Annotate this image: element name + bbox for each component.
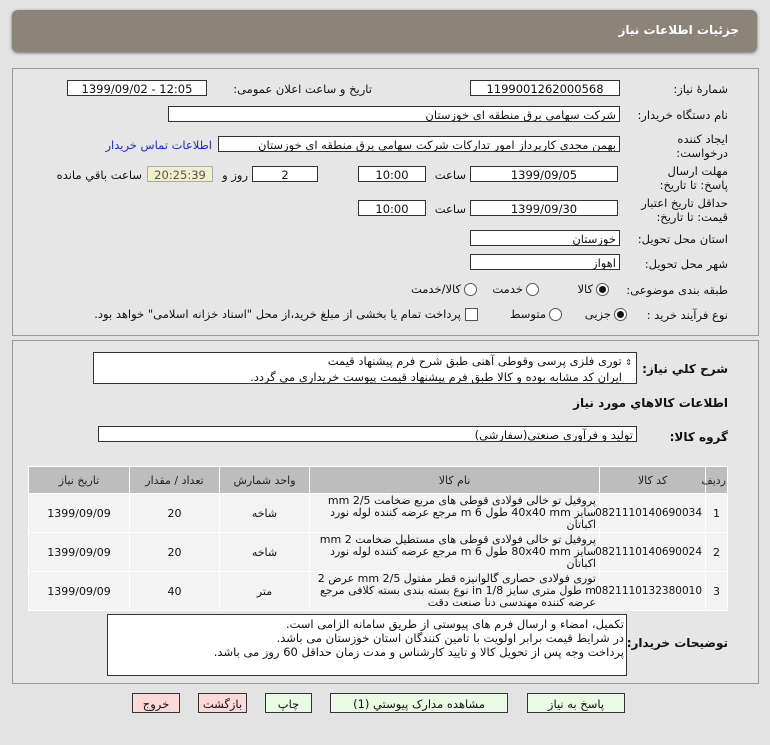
category-radio-service[interactable]: خدمت	[492, 282, 542, 296]
goods-table	[28, 466, 728, 611]
remaining-time-field: 20:25:39	[147, 166, 213, 182]
province-field: خوزستان	[470, 230, 620, 246]
buyer-label: نام دستگاه خریدار:	[637, 108, 728, 122]
item-name: پروفیل تو خالی فولادی قوطی های مربع ضخامت 2/5 mm سایز 40x40 mm طول 6 m مرجع عرضه کننده لوله نورد اکباتان	[310, 494, 600, 533]
back-button[interactable]: بازگشت	[198, 693, 247, 713]
validity-label: حداقل تاریخ اعتبار قیمت: تا تاریخ:	[641, 196, 728, 224]
validity-time-label: ساعت	[434, 202, 466, 216]
days-label: روز و	[222, 168, 248, 182]
radio-icon[interactable]	[549, 308, 562, 321]
buyer-field: شرکت سهامی برق منطقه ای خوزستان	[168, 106, 620, 122]
page-title: جزئیات اطلاعات نیاز	[618, 23, 739, 37]
item-date: 1399/09/09	[29, 572, 130, 611]
item-code: 0821110132380010	[600, 572, 706, 611]
print-button[interactable]: چاپ	[265, 693, 312, 713]
item-date: 1399/09/09	[29, 494, 130, 533]
process-radio-medium[interactable]: متوسط	[510, 307, 565, 321]
note-line: پرداخت وجه پس از تحویل کالا و تایید کارشناس و مدت زمان حداقل 60 روز می باشد.	[213, 645, 624, 659]
col-name: نام کالا	[310, 467, 600, 494]
buyer-notes-label: توضیحات خریدار:	[626, 636, 728, 650]
table-row	[29, 572, 728, 611]
deadline-time-label: ساعت	[434, 168, 466, 182]
row-number: 1	[706, 494, 728, 533]
announce-field: 1399/09/02 - 12:05	[67, 80, 207, 96]
note-line: تکمیل، امضاء و ارسال فرم های پیوستی از طریق سامانه الزامی است.	[285, 617, 624, 631]
announce-label: تاریخ و ساعت اعلان عمومی:	[233, 82, 372, 96]
scroll-arrows-icon[interactable]: ⇕	[625, 358, 632, 367]
province-label: استان محل تحویل:	[637, 232, 728, 246]
city-field: اهواز	[470, 254, 620, 270]
radio-selected-icon[interactable]	[614, 308, 627, 321]
deadline-time-field: 10:00	[358, 166, 426, 182]
city-label: شهر محل تحویل:	[644, 257, 728, 271]
radio-icon[interactable]	[464, 283, 477, 296]
exit-button[interactable]: خروج	[132, 693, 180, 713]
need-number-label: شمارهٔ نیاز:	[673, 82, 728, 96]
item-name: پروفیل تو خالی فولادی قوطی های مستطیل ضخامت 2 mm سایز 80x40 mm طول 6 m مرجع عرضه کننده لوله نورد اکباتان	[310, 533, 600, 572]
checkbox-icon[interactable]	[465, 308, 478, 321]
treasury-payment-checkbox[interactable]: پرداخت تمام یا بخشی از مبلغ خرید،از محل "اسناد خزانه اسلامی" خواهد بود.	[94, 307, 482, 321]
row-number: 3	[706, 572, 728, 611]
item-quantity: 40	[130, 572, 220, 611]
item-unit: شاخه	[220, 533, 310, 572]
radio-icon[interactable]	[526, 283, 539, 296]
description-line: توری فلزی پرسی وقوطی آهنی طبق شرح فرم پیشنهاد قیمت	[327, 354, 622, 368]
item-quantity: 20	[130, 533, 220, 572]
validity-time-field: 10:00	[358, 200, 426, 216]
description-line: ایران کد مشابه بوده و کالا طبق فرم پیشنهاد قیمت پیوست خریداری می گردد.	[250, 370, 622, 384]
col-row: ردیف	[706, 467, 728, 494]
creator-field: بهمن مجدی کارپرداز امور تدارکات شرکت سهامی برق منطقه ای خوزستان	[218, 136, 620, 152]
contact-info-link[interactable]: اطلاعات تماس خریدار	[105, 138, 212, 152]
col-date: تاریخ نیاز	[29, 467, 130, 494]
goods-group-label: گروه کالا:	[669, 430, 728, 444]
deadline-label: مهلت ارسال پاسخ: تا تاریخ:	[659, 164, 728, 192]
days-field: 2	[252, 166, 318, 182]
category-radio-goods[interactable]: کالا	[577, 282, 612, 296]
page-header	[12, 10, 757, 52]
table-row	[29, 494, 728, 533]
col-qty: تعداد / مقدار	[130, 467, 220, 494]
goods-info-heading: اطلاعات کالاهاي مورد نياز	[573, 396, 728, 410]
item-date: 1399/09/09	[29, 533, 130, 572]
item-unit: متر	[220, 572, 310, 611]
item-unit: شاخه	[220, 494, 310, 533]
item-code: 0821110140690024	[600, 533, 706, 572]
category-label: طبقه بندی موضوعی:	[626, 283, 728, 297]
item-code: 0821110140690034	[600, 494, 706, 533]
item-name: توری فولادی حصاری گالوانیزه قطر مفتول 2/5 mm عرض 2 m طول متری سایز 1/8 in نوع بسته بندی بسته کلافی مرجع عرضه کننده مهندسی دنا صنعت دقت	[310, 572, 600, 611]
reply-button[interactable]: پاسخ به نیاز	[527, 693, 625, 713]
category-radio-goods-service[interactable]: کالا/خدمت	[411, 282, 480, 296]
radio-selected-icon[interactable]	[596, 283, 609, 296]
process-radio-minor[interactable]: جزیی	[585, 307, 630, 321]
row-number: 2	[706, 533, 728, 572]
deadline-date-field: 1399/09/05	[470, 166, 618, 182]
creator-label: ایجاد کننده درخواست:	[676, 132, 728, 160]
remaining-label: ساعت باقي مانده	[56, 168, 142, 182]
col-code: کد کالا	[600, 467, 706, 494]
table-row	[29, 533, 728, 572]
need-number-field: 1199001262000568	[470, 80, 620, 96]
view-attachments-button[interactable]: مشاهده مدارک پیوستي (1)	[330, 693, 508, 713]
process-label: نوع فرآیند خرید :	[646, 308, 728, 322]
buyer-notes-box	[107, 614, 627, 676]
validity-date-field: 1399/09/30	[470, 200, 618, 216]
item-quantity: 20	[130, 494, 220, 533]
col-unit: واحد شمارش	[220, 467, 310, 494]
goods-group-field: تولید و فرآوری صنعتی(سفارشی)	[98, 426, 637, 442]
note-line: در شرایط قیمت برابر اولویت با تامین کنندگان استان خوزستان می باشد.	[276, 631, 624, 645]
description-textarea[interactable]	[93, 352, 637, 384]
description-label: شرح کلي نياز:	[642, 362, 728, 376]
